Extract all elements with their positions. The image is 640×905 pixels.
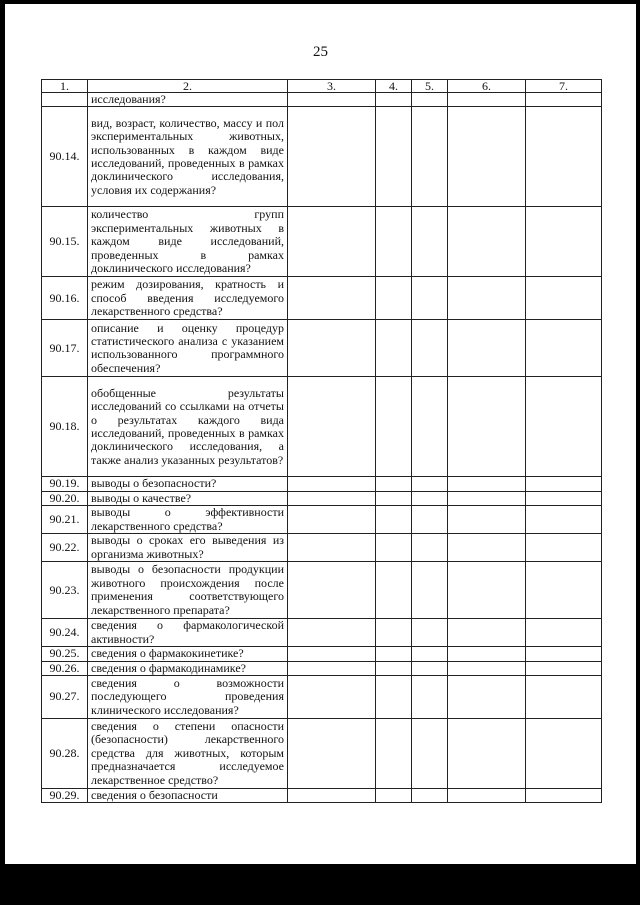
row-question: описание и оценку процедур статистического анализа с указанием использованного программного обеспечения?	[88, 320, 288, 377]
table-header-row	[42, 80, 602, 93]
answer-cell-col-6	[448, 377, 526, 477]
answer-cell-col-7	[526, 661, 602, 675]
answer-cell-col-4	[376, 477, 412, 491]
row-question: обобщенные результаты исследований со ссылками на отчеты о результатах каждого вида исследований, проведенных в рамках доклинического исследования, а также анализ указанных результатов?	[88, 377, 288, 477]
header-cell: 3.	[288, 80, 376, 93]
table-row	[42, 719, 602, 789]
answer-cell-col-6	[448, 562, 526, 619]
row-question: вид, возраст, количество, массу и пол экспериментальных животных, использованных в каждом виде исследований, проведенных в рамках доклинического исследования, условия их содержания?	[88, 107, 288, 207]
table-row	[42, 619, 602, 647]
row-number: 90.19.	[42, 477, 88, 491]
answer-cell-col-6	[448, 719, 526, 789]
answer-cell-col-7	[526, 491, 602, 505]
answer-cell-col-6	[448, 491, 526, 505]
answer-cell-col-5	[412, 661, 448, 675]
table-row	[42, 377, 602, 477]
row-question: режим дозирования, кратность и способ введения исследуемого лекарственного средства?	[88, 277, 288, 320]
answer-cell-col-6	[448, 93, 526, 107]
answer-cell-col-3	[288, 676, 376, 719]
answer-cell-col-4	[376, 619, 412, 647]
answer-cell-col-4	[376, 93, 412, 107]
answer-cell-col-6	[448, 676, 526, 719]
table-row	[42, 477, 602, 491]
row-question: сведения о фармакологической активности?	[88, 619, 288, 647]
answer-cell-col-3	[288, 789, 376, 803]
answer-cell-col-6	[448, 207, 526, 277]
answer-cell-col-4	[376, 107, 412, 207]
answer-cell-col-5	[412, 562, 448, 619]
answer-cell-col-4	[376, 719, 412, 789]
answer-cell-col-5	[412, 277, 448, 320]
table-row	[42, 534, 602, 562]
checklist-table	[41, 79, 602, 803]
table-row	[42, 676, 602, 719]
document-page	[5, 4, 636, 864]
header-cell: 5.	[412, 80, 448, 93]
answer-cell-col-3	[288, 661, 376, 675]
row-number: 90.16.	[42, 277, 88, 320]
row-question: сведения о безопасности	[88, 789, 288, 803]
row-question: сведения о фармакокинетике?	[88, 647, 288, 661]
table-row	[42, 661, 602, 675]
header-cell: 1.	[42, 80, 88, 93]
row-question: сведения о возможности последующего проведения клинического исследования?	[88, 676, 288, 719]
answer-cell-col-4	[376, 676, 412, 719]
row-number: 90.22.	[42, 534, 88, 562]
table-row	[42, 277, 602, 320]
answer-cell-col-3	[288, 719, 376, 789]
answer-cell-col-5	[412, 477, 448, 491]
answer-cell-col-5	[412, 207, 448, 277]
answer-cell-col-5	[412, 619, 448, 647]
answer-cell-col-5	[412, 377, 448, 477]
answer-cell-col-3	[288, 207, 376, 277]
row-number: 90.14.	[42, 107, 88, 207]
row-question: выводы о сроках его выведения из организма животных?	[88, 534, 288, 562]
row-number: 90.18.	[42, 377, 88, 477]
answer-cell-col-6	[448, 477, 526, 491]
row-number: 90.15.	[42, 207, 88, 277]
answer-cell-col-4	[376, 562, 412, 619]
answer-cell-col-7	[526, 789, 602, 803]
answer-cell-col-6	[448, 661, 526, 675]
header-cell: 6.	[448, 80, 526, 93]
row-number: 90.17.	[42, 320, 88, 377]
answer-cell-col-4	[376, 277, 412, 320]
answer-cell-col-7	[526, 207, 602, 277]
answer-cell-col-4	[376, 491, 412, 505]
table-row	[42, 320, 602, 377]
header-cell: 2.	[88, 80, 288, 93]
answer-cell-col-3	[288, 491, 376, 505]
header-cell: 4.	[376, 80, 412, 93]
row-question: количество групп экспериментальных животных в каждом виде исследований, проведенных в рамках доклинического исследования?	[88, 207, 288, 277]
table-row	[42, 93, 602, 107]
table-row	[42, 491, 602, 505]
answer-cell-col-7	[526, 377, 602, 477]
answer-cell-col-7	[526, 320, 602, 377]
row-question: выводы о качестве?	[88, 491, 288, 505]
answer-cell-col-5	[412, 676, 448, 719]
answer-cell-col-7	[526, 647, 602, 661]
answer-cell-col-3	[288, 647, 376, 661]
row-number: 90.25.	[42, 647, 88, 661]
table-row	[42, 506, 602, 534]
row-number: 90.20.	[42, 491, 88, 505]
answer-cell-col-4	[376, 534, 412, 562]
answer-cell-col-3	[288, 320, 376, 377]
answer-cell-col-6	[448, 619, 526, 647]
answer-cell-col-7	[526, 719, 602, 789]
table-row	[42, 789, 602, 803]
answer-cell-col-6	[448, 277, 526, 320]
answer-cell-col-6	[448, 789, 526, 803]
page-number: 25	[313, 44, 328, 60]
answer-cell-col-4	[376, 789, 412, 803]
answer-cell-col-6	[448, 534, 526, 562]
answer-cell-col-3	[288, 377, 376, 477]
table-row	[42, 107, 602, 207]
answer-cell-col-7	[526, 477, 602, 491]
answer-cell-col-5	[412, 320, 448, 377]
row-question: исследования?	[88, 93, 288, 107]
answer-cell-col-7	[526, 107, 602, 207]
row-number: 90.29.	[42, 789, 88, 803]
answer-cell-col-5	[412, 719, 448, 789]
answer-cell-col-5	[412, 107, 448, 207]
answer-cell-col-4	[376, 377, 412, 477]
row-question: сведения о степени опасности (безопасности) лекарственного средства для животных, которым предназначается исследуемое лекарственное средство?	[88, 719, 288, 789]
row-question: выводы о безопасности?	[88, 477, 288, 491]
row-question: сведения о фармакодинамике?	[88, 661, 288, 675]
answer-cell-col-7	[526, 93, 602, 107]
row-number: 90.23.	[42, 562, 88, 619]
answer-cell-col-3	[288, 506, 376, 534]
answer-cell-col-5	[412, 647, 448, 661]
answer-cell-col-3	[288, 562, 376, 619]
answer-cell-col-4	[376, 647, 412, 661]
answer-cell-col-3	[288, 534, 376, 562]
row-number: 90.28.	[42, 719, 88, 789]
row-number: 90.27.	[42, 676, 88, 719]
answer-cell-col-6	[448, 647, 526, 661]
answer-cell-col-7	[526, 277, 602, 320]
answer-cell-col-5	[412, 534, 448, 562]
answer-cell-col-7	[526, 534, 602, 562]
answer-cell-col-7	[526, 562, 602, 619]
answer-cell-col-3	[288, 93, 376, 107]
answer-cell-col-4	[376, 661, 412, 675]
answer-cell-col-7	[526, 619, 602, 647]
answer-cell-col-6	[448, 107, 526, 207]
table-row	[42, 647, 602, 661]
answer-cell-col-5	[412, 789, 448, 803]
table-row	[42, 207, 602, 277]
row-question: выводы о эффективности лекарственного средства?	[88, 506, 288, 534]
answer-cell-col-3	[288, 477, 376, 491]
table-row	[42, 562, 602, 619]
answer-cell-col-7	[526, 676, 602, 719]
row-question: выводы о безопасности продукции животного происхождения после применения соответствующего лекарственного препарата?	[88, 562, 288, 619]
row-number: 90.24.	[42, 619, 88, 647]
answer-cell-col-3	[288, 107, 376, 207]
answer-cell-col-4	[376, 320, 412, 377]
row-number	[42, 93, 88, 107]
answer-cell-col-5	[412, 506, 448, 534]
answer-cell-col-4	[376, 207, 412, 277]
answer-cell-col-6	[448, 320, 526, 377]
answer-cell-col-7	[526, 506, 602, 534]
answer-cell-col-5	[412, 491, 448, 505]
scan-bottom-border	[0, 864, 640, 905]
answer-cell-col-3	[288, 619, 376, 647]
answer-cell-col-6	[448, 506, 526, 534]
answer-cell-col-3	[288, 277, 376, 320]
row-number: 90.21.	[42, 506, 88, 534]
answer-cell-col-5	[412, 93, 448, 107]
header-cell: 7.	[526, 80, 602, 93]
answer-cell-col-4	[376, 506, 412, 534]
row-number: 90.26.	[42, 661, 88, 675]
